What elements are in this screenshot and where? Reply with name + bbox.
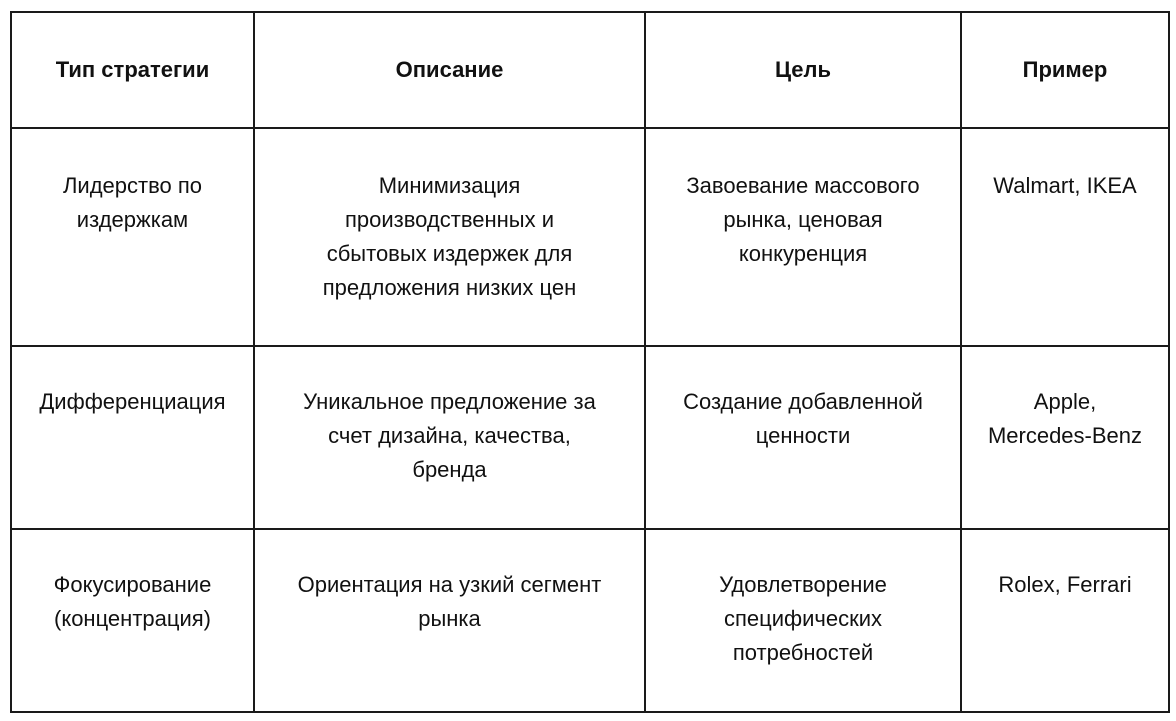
header-strategy-type: Тип стратегии (11, 12, 254, 128)
cell-example: Apple, Mercedes-Benz (961, 346, 1169, 529)
cell-example: Walmart, IKEA (961, 128, 1169, 346)
header-goal: Цель (645, 12, 961, 128)
cell-example: Rolex, Ferrari (961, 529, 1169, 712)
cell-description: Уникальное предложение за счет дизайна, качества, бренда (254, 346, 645, 529)
cell-goal: Удовлетворение специфических потребностей (645, 529, 961, 712)
cell-type: Фокусирование (концентрация) (11, 529, 254, 712)
cell-type: Дифференциация (11, 346, 254, 529)
strategy-table (10, 11, 1170, 713)
header-example: Пример (961, 12, 1169, 128)
cell-description: Минимизация производственных и сбытовых издержек для предложения низких цен (254, 128, 645, 346)
cell-description: Ориентация на узкий сегмент рынка (254, 529, 645, 712)
table-row (11, 529, 1169, 712)
table-row (11, 128, 1169, 346)
cell-goal: Создание добавленной ценности (645, 346, 961, 529)
header-row (11, 12, 1169, 128)
table-row (11, 346, 1169, 529)
header-description: Описание (254, 12, 645, 128)
cell-goal: Завоевание массового рынка, ценовая конкуренция (645, 128, 961, 346)
cell-type: Лидерство по издержкам (11, 128, 254, 346)
